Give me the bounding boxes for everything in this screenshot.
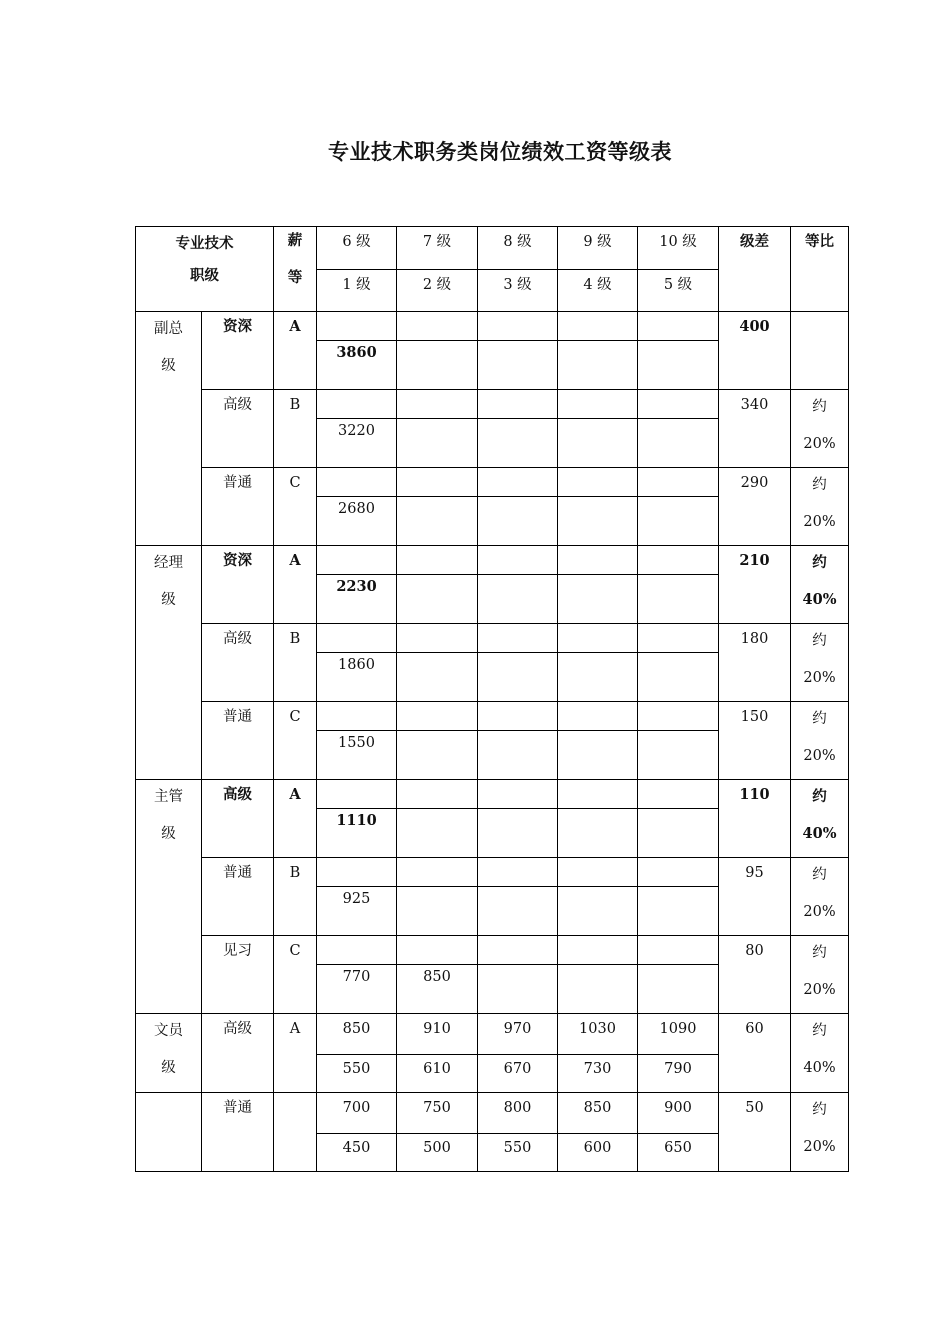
empty-cell xyxy=(638,468,719,497)
level-value: 850 xyxy=(317,1014,397,1055)
row-ratio xyxy=(791,1014,849,1093)
row-ratio-line-1: 约 xyxy=(812,554,827,571)
row-diff: 50 xyxy=(719,1093,791,1172)
row-title: 普通 xyxy=(202,858,274,936)
group-name-line-1: 经理 xyxy=(154,555,183,571)
row-grade xyxy=(274,1093,317,1172)
row-diff: 210 xyxy=(719,546,791,624)
row-title: 普通 xyxy=(202,702,274,780)
group-name-line-2: 级 xyxy=(161,826,176,842)
row-extra-value: 850 xyxy=(397,965,478,1014)
empty-cell xyxy=(558,936,638,965)
row-ratio-line-1: 约 xyxy=(812,711,827,727)
empty-cell xyxy=(558,390,638,419)
level-value: 900 xyxy=(638,1093,719,1134)
empty-cell xyxy=(638,809,719,858)
row-grade: C xyxy=(274,702,317,780)
group-name-line-2: 级 xyxy=(161,358,176,374)
row-ratio-line-2: 40% xyxy=(803,1060,836,1076)
row-grade: C xyxy=(274,936,317,1014)
table-row xyxy=(136,1014,849,1055)
empty-cell xyxy=(397,936,478,965)
empty-cell xyxy=(478,936,558,965)
header-level-9: 9 级 xyxy=(558,227,638,270)
empty-cell xyxy=(558,965,638,1014)
empty-cell xyxy=(478,341,558,390)
row-ratio-line-2: 20% xyxy=(803,748,836,764)
row-ratio-line-2: 20% xyxy=(803,1139,836,1155)
level-value: 610 xyxy=(397,1055,478,1093)
header-level-4: 4 级 xyxy=(558,270,638,312)
empty-cell xyxy=(317,624,397,653)
empty-cell xyxy=(397,809,478,858)
empty-cell xyxy=(638,419,719,468)
row-ratio xyxy=(791,312,849,390)
row-ratio-line-1: 约 xyxy=(812,945,827,961)
row-title: 资深 xyxy=(202,546,274,624)
row-base-value: 1550 xyxy=(317,731,397,780)
empty-cell xyxy=(558,653,638,702)
empty-cell xyxy=(397,546,478,575)
salary-grade-table xyxy=(135,226,849,1172)
header-pay-line-1: 薪 xyxy=(287,232,303,249)
empty-cell xyxy=(558,575,638,624)
group-name-line-2: 级 xyxy=(161,1060,176,1076)
empty-cell xyxy=(478,312,558,341)
row-grade: B xyxy=(274,624,317,702)
row-ratio xyxy=(791,468,849,546)
empty-cell xyxy=(478,390,558,419)
empty-cell xyxy=(638,702,719,731)
row-base-value: 3220 xyxy=(317,419,397,468)
header-diff: 级差 xyxy=(719,227,791,312)
row-base-value: 3860 xyxy=(317,341,397,390)
row-ratio xyxy=(791,624,849,702)
empty-cell xyxy=(317,936,397,965)
row-ratio xyxy=(791,936,849,1014)
row-ratio-line-2: 20% xyxy=(803,670,836,686)
empty-cell xyxy=(558,546,638,575)
empty-cell xyxy=(478,624,558,653)
empty-cell xyxy=(397,702,478,731)
empty-cell xyxy=(638,341,719,390)
header-pay xyxy=(274,227,317,312)
row-grade: A xyxy=(274,546,317,624)
level-value: 670 xyxy=(478,1055,558,1093)
empty-cell xyxy=(397,780,478,809)
empty-cell xyxy=(478,809,558,858)
row-grade: B xyxy=(274,390,317,468)
empty-cell xyxy=(478,731,558,780)
level-value: 1090 xyxy=(638,1014,719,1055)
empty-cell xyxy=(397,731,478,780)
level-value: 730 xyxy=(558,1055,638,1093)
row-ratio xyxy=(791,702,849,780)
empty-cell xyxy=(397,497,478,546)
row-ratio xyxy=(791,546,849,624)
empty-cell xyxy=(638,575,719,624)
group-name-cell xyxy=(136,546,202,780)
row-ratio xyxy=(791,1093,849,1172)
level-value: 1030 xyxy=(558,1014,638,1055)
empty-cell xyxy=(397,419,478,468)
level-value: 600 xyxy=(558,1134,638,1172)
empty-cell xyxy=(397,468,478,497)
empty-cell xyxy=(478,965,558,1014)
empty-cell xyxy=(478,468,558,497)
empty-cell xyxy=(638,887,719,936)
row-diff: 180 xyxy=(719,624,791,702)
table-row xyxy=(136,624,849,653)
header-level-8: 8 级 xyxy=(478,227,558,270)
level-value: 650 xyxy=(638,1134,719,1172)
group-name-cell xyxy=(136,312,202,546)
empty-cell xyxy=(558,419,638,468)
empty-cell xyxy=(317,858,397,887)
table-row xyxy=(136,858,849,887)
header-ratio: 等比 xyxy=(791,227,849,312)
header-rank xyxy=(136,227,274,312)
row-base-value: 1860 xyxy=(317,653,397,702)
header-level-2: 2 级 xyxy=(397,270,478,312)
header-rank-line-2: 职级 xyxy=(190,267,219,284)
table-row xyxy=(136,1093,849,1134)
table-row xyxy=(136,780,849,809)
group-name-line-2: 级 xyxy=(161,592,176,608)
row-diff: 400 xyxy=(719,312,791,390)
row-grade: A xyxy=(274,780,317,858)
empty-cell xyxy=(317,702,397,731)
empty-cell xyxy=(478,887,558,936)
header-pay-line-2: 等 xyxy=(287,269,303,286)
empty-cell xyxy=(638,390,719,419)
empty-group-cell xyxy=(136,1093,202,1172)
header-level-1: 1 级 xyxy=(317,270,397,312)
empty-cell xyxy=(478,858,558,887)
empty-cell xyxy=(317,780,397,809)
empty-cell xyxy=(638,497,719,546)
table-row xyxy=(136,312,849,341)
row-ratio-line-2: 20% xyxy=(803,982,836,998)
empty-cell xyxy=(558,809,638,858)
group-name-cell xyxy=(136,1014,202,1093)
row-base-value: 2680 xyxy=(317,497,397,546)
row-ratio xyxy=(791,780,849,858)
empty-cell xyxy=(558,780,638,809)
row-title: 普通 xyxy=(202,1093,274,1172)
empty-cell xyxy=(397,653,478,702)
empty-cell xyxy=(478,780,558,809)
page-title: 专业技术职务类岗位绩效工资等级表 xyxy=(328,139,672,164)
level-value: 450 xyxy=(317,1134,397,1172)
empty-cell xyxy=(638,546,719,575)
empty-cell xyxy=(397,312,478,341)
empty-cell xyxy=(397,624,478,653)
level-value: 750 xyxy=(397,1093,478,1134)
level-value: 550 xyxy=(317,1055,397,1093)
row-ratio-line-2: 20% xyxy=(803,904,836,920)
row-grade: B xyxy=(274,858,317,936)
row-ratio-line-2: 40% xyxy=(802,591,837,608)
row-title: 见习 xyxy=(202,936,274,1014)
row-ratio xyxy=(791,858,849,936)
row-title: 高级 xyxy=(202,390,274,468)
row-base-value: 2230 xyxy=(317,575,397,624)
row-title: 普通 xyxy=(202,468,274,546)
group-name-line-1: 副总 xyxy=(154,321,183,337)
table-row xyxy=(136,702,849,731)
level-value: 910 xyxy=(397,1014,478,1055)
empty-cell xyxy=(397,858,478,887)
empty-cell xyxy=(558,341,638,390)
row-ratio-line-1 xyxy=(791,312,848,315)
group-name-line-1: 主管 xyxy=(154,789,183,805)
empty-cell xyxy=(478,653,558,702)
empty-cell xyxy=(558,624,638,653)
level-value: 700 xyxy=(317,1093,397,1134)
empty-cell xyxy=(638,653,719,702)
empty-cell xyxy=(397,341,478,390)
row-ratio-line-1: 约 xyxy=(812,1102,827,1118)
level-value: 790 xyxy=(638,1055,719,1093)
empty-cell xyxy=(397,887,478,936)
header-level-10: 10 级 xyxy=(638,227,719,270)
row-diff: 150 xyxy=(719,702,791,780)
header-row-1 xyxy=(136,227,849,270)
empty-cell xyxy=(558,858,638,887)
level-value: 800 xyxy=(478,1093,558,1134)
row-diff: 80 xyxy=(719,936,791,1014)
level-value: 850 xyxy=(558,1093,638,1134)
empty-cell xyxy=(478,419,558,468)
row-ratio xyxy=(791,390,849,468)
row-base-value: 1110 xyxy=(317,809,397,858)
row-grade: C xyxy=(274,468,317,546)
row-diff: 110 xyxy=(719,780,791,858)
header-level-5: 5 级 xyxy=(638,270,719,312)
row-ratio-line-1: 约 xyxy=(812,867,827,883)
header-rank-line-1: 专业技术 xyxy=(175,235,234,252)
row-grade: A xyxy=(274,1014,317,1093)
empty-cell xyxy=(478,575,558,624)
table-row xyxy=(136,468,849,497)
empty-cell xyxy=(558,468,638,497)
empty-cell xyxy=(638,731,719,780)
empty-cell xyxy=(638,624,719,653)
row-ratio-line-2: 40% xyxy=(802,825,837,842)
level-value: 550 xyxy=(478,1134,558,1172)
empty-cell xyxy=(478,497,558,546)
empty-cell xyxy=(317,468,397,497)
empty-cell xyxy=(397,390,478,419)
row-diff: 290 xyxy=(719,468,791,546)
row-title: 资深 xyxy=(202,312,274,390)
table-row xyxy=(136,936,849,965)
row-title: 高级 xyxy=(202,624,274,702)
table-row xyxy=(136,546,849,575)
empty-cell xyxy=(478,702,558,731)
row-diff: 340 xyxy=(719,390,791,468)
empty-cell xyxy=(558,887,638,936)
empty-cell xyxy=(558,702,638,731)
row-ratio-line-1: 约 xyxy=(812,1023,827,1039)
header-level-7: 7 级 xyxy=(397,227,478,270)
row-base-value: 925 xyxy=(317,887,397,936)
row-diff: 95 xyxy=(719,858,791,936)
row-ratio-line-1: 约 xyxy=(812,633,827,649)
row-ratio-line-2: 20% xyxy=(803,436,836,452)
empty-cell xyxy=(397,575,478,624)
row-ratio-line-1: 约 xyxy=(812,399,827,415)
row-ratio-line-2: 20% xyxy=(803,514,836,530)
row-title: 高级 xyxy=(202,780,274,858)
row-title: 高级 xyxy=(202,1014,274,1093)
empty-cell xyxy=(317,312,397,341)
header-level-6: 6 级 xyxy=(317,227,397,270)
row-grade: A xyxy=(274,312,317,390)
empty-cell xyxy=(638,780,719,809)
header-level-3: 3 级 xyxy=(478,270,558,312)
row-ratio-line-1: 约 xyxy=(812,477,827,493)
empty-cell xyxy=(317,390,397,419)
row-ratio-line-1: 约 xyxy=(812,788,827,805)
empty-cell xyxy=(317,546,397,575)
empty-cell xyxy=(638,965,719,1014)
empty-cell xyxy=(558,731,638,780)
row-diff: 60 xyxy=(719,1014,791,1093)
empty-cell xyxy=(558,497,638,546)
table-row xyxy=(136,390,849,419)
level-value: 970 xyxy=(478,1014,558,1055)
empty-cell xyxy=(558,312,638,341)
empty-cell xyxy=(478,546,558,575)
empty-cell xyxy=(638,858,719,887)
empty-cell xyxy=(638,312,719,341)
row-base-value: 770 xyxy=(317,965,397,1014)
group-name-cell xyxy=(136,780,202,1014)
empty-cell xyxy=(638,936,719,965)
level-value: 500 xyxy=(397,1134,478,1172)
group-name-line-1: 文员 xyxy=(154,1023,183,1039)
